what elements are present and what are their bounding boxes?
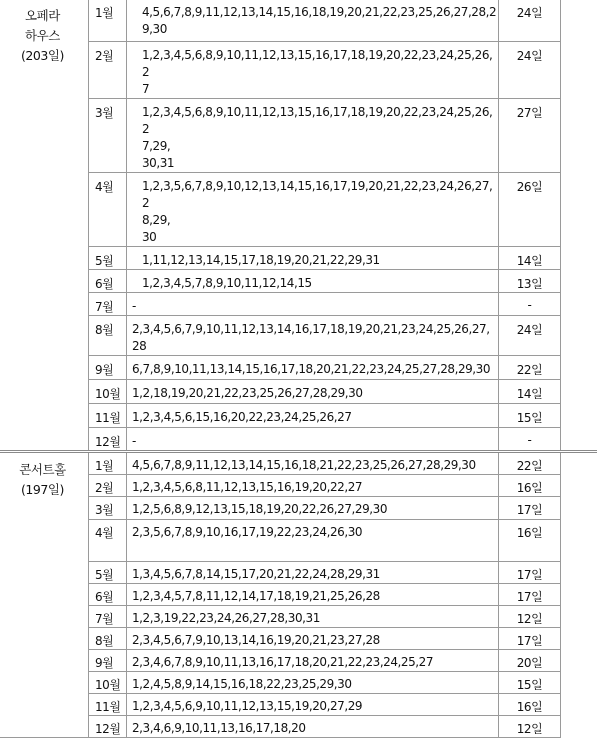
days-line: 1,2,3,4,5,6,15,16,20,22,23,24,25,26,27 xyxy=(132,410,352,424)
month-cell: 8월 xyxy=(89,316,127,356)
trailing-cell xyxy=(561,99,597,173)
days-cell xyxy=(127,99,499,173)
trailing-cell xyxy=(561,380,597,404)
days-line: 1,2,3,4,5,6,8,9,10,11,12,13,15,16,17,18,19,20,22,23,24,25,26,2 xyxy=(142,105,493,136)
day-count-cell: 17일 xyxy=(499,628,561,650)
days-line: 1,11,12,13,14,15,17,18,19,20,21,22,29,31 xyxy=(142,253,380,267)
days-cell xyxy=(127,628,499,650)
days-cell xyxy=(127,404,499,428)
trailing-cell xyxy=(561,270,597,293)
days-line: - xyxy=(132,299,136,313)
days-cell xyxy=(127,0,499,42)
month-cell: 5월 xyxy=(89,247,127,270)
trailing-cell xyxy=(561,606,597,628)
month-cell: 12월 xyxy=(89,716,127,738)
schedule-row xyxy=(0,0,597,42)
trailing-cell xyxy=(561,562,597,584)
day-count-cell: 15일 xyxy=(499,672,561,694)
days-cell xyxy=(127,173,499,247)
month-cell: 8월 xyxy=(89,628,127,650)
days-line: 1,2,3,4,5,6,8,11,12,13,15,16,19,20,22,27 xyxy=(132,480,363,494)
days-line: 1,2,3,4,5,7,8,9,10,11,12,14,15 xyxy=(142,276,312,290)
days-cell xyxy=(127,694,499,716)
days-cell xyxy=(127,356,499,380)
days-line: 2,3,4,5,6,7,9,10,11,12,13,14,16,17,18,19,20,21,23,24,25,26,27, xyxy=(132,322,490,336)
month-cell: 6월 xyxy=(89,270,127,293)
day-count-cell: 20일 xyxy=(499,650,561,672)
days-line: 1,2,3,19,22,23,24,26,27,28,30,31 xyxy=(132,611,320,625)
days-line: 1,2,3,4,5,6,9,10,11,12,13,15,19,20,27,29 xyxy=(132,699,363,713)
day-count-cell: 16일 xyxy=(499,694,561,716)
day-count-cell: 22일 xyxy=(499,356,561,380)
trailing-cell xyxy=(561,247,597,270)
day-count-cell: 15일 xyxy=(499,404,561,428)
days-cell xyxy=(127,428,499,452)
days-line: 7,29, xyxy=(142,139,171,153)
schedule-row xyxy=(0,173,597,247)
month-cell: 1월 xyxy=(89,0,127,42)
days-line: 30,31 xyxy=(142,156,175,170)
month-cell: 6월 xyxy=(89,584,127,606)
days-line: 8,29, xyxy=(142,213,171,227)
day-count-cell: 17일 xyxy=(499,562,561,584)
month-cell: 4월 xyxy=(89,173,127,247)
schedule-row xyxy=(0,428,597,452)
schedule-row xyxy=(0,270,597,293)
day-count-cell: 14일 xyxy=(499,380,561,404)
days-line: 9,30 xyxy=(142,22,167,36)
trailing-cell xyxy=(561,316,597,356)
venue-label-line: 콘서트홀 xyxy=(19,462,66,477)
day-count-cell: 24일 xyxy=(499,0,561,42)
trailing-cell xyxy=(561,694,597,716)
trailing-cell xyxy=(561,672,597,694)
month-cell: 2월 xyxy=(89,475,127,497)
month-cell: 5월 xyxy=(89,562,127,584)
day-count-cell: 14일 xyxy=(499,247,561,270)
venue-label-line: (197일) xyxy=(21,482,64,497)
schedule-row xyxy=(0,452,597,475)
schedule-row xyxy=(0,293,597,316)
month-cell: 3월 xyxy=(89,497,127,520)
schedule-row xyxy=(0,316,597,356)
venue-label-line: (203일) xyxy=(21,48,64,63)
trailing-cell xyxy=(561,497,597,520)
days-line: 1,2,3,4,5,6,8,9,10,11,12,13,15,16,17,18,19,20,22,23,24,25,26,2 xyxy=(142,48,493,79)
day-count-cell: 16일 xyxy=(499,475,561,497)
days-line: 2,3,4,5,6,7,9,10,13,14,16,19,20,21,23,27,28 xyxy=(132,633,380,647)
days-cell xyxy=(127,316,499,356)
days-cell xyxy=(127,42,499,99)
schedule-row xyxy=(0,562,597,584)
days-cell xyxy=(127,520,499,562)
month-cell: 4월 xyxy=(89,520,127,562)
month-cell: 10월 xyxy=(89,672,127,694)
trailing-cell xyxy=(561,0,597,42)
month-cell: 12월 xyxy=(89,428,127,452)
schedule-row xyxy=(0,672,597,694)
trailing-cell xyxy=(561,356,597,380)
day-count-cell: 13일 xyxy=(499,270,561,293)
days-line: 7 xyxy=(142,82,150,96)
days-line: 4,5,6,7,8,9,11,12,13,14,15,16,18,19,20,21,22,23,25,26,27,28,2 xyxy=(142,5,497,19)
days-cell xyxy=(127,270,499,293)
trailing-cell xyxy=(561,520,597,562)
venue-label-line: 하우스 xyxy=(25,28,60,43)
schedule-row xyxy=(0,520,597,562)
days-cell xyxy=(127,584,499,606)
trailing-cell xyxy=(561,428,597,452)
days-line: 1,3,4,5,6,7,8,14,15,17,20,21,22,24,28,29,31 xyxy=(132,567,380,581)
month-cell: 7월 xyxy=(89,293,127,316)
days-cell xyxy=(127,293,499,316)
month-cell: 1월 xyxy=(89,452,127,475)
days-cell xyxy=(127,562,499,584)
schedule-row xyxy=(0,404,597,428)
schedule-row xyxy=(0,584,597,606)
schedule-row xyxy=(0,475,597,497)
days-line: 1,2,4,5,8,9,14,15,16,18,22,23,25,29,30 xyxy=(132,677,352,691)
days-line: 1,2,5,6,8,9,12,13,15,18,19,20,22,26,27,29,30 xyxy=(132,502,388,516)
days-cell xyxy=(127,650,499,672)
days-line: 6,7,8,9,10,11,13,14,15,16,17,18,20,21,22,23,24,25,27,28,29,30 xyxy=(132,362,491,376)
days-line: 2,3,4,6,7,8,9,10,11,13,16,17,18,20,21,22,23,24,25,27 xyxy=(132,655,434,669)
schedule-row xyxy=(0,497,597,520)
days-line: 4,5,6,7,8,9,11,12,13,14,15,16,18,21,22,23,25,26,27,28,29,30 xyxy=(132,458,476,472)
schedule-row xyxy=(0,650,597,672)
day-count-cell: 24일 xyxy=(499,42,561,99)
days-line: 2,3,5,6,7,8,9,10,16,17,19,22,23,24,26,30 xyxy=(132,525,363,539)
schedule-row xyxy=(0,99,597,173)
month-cell: 10월 xyxy=(89,380,127,404)
day-count-cell: 12일 xyxy=(499,606,561,628)
month-cell: 11월 xyxy=(89,694,127,716)
days-line: 1,2,3,4,5,7,8,11,12,14,17,18,19,21,25,26,28 xyxy=(132,589,380,603)
schedule-row xyxy=(0,356,597,380)
days-line: 2,3,4,6,9,10,11,13,16,17,18,20 xyxy=(132,721,306,735)
trailing-cell xyxy=(561,584,597,606)
days-cell xyxy=(127,497,499,520)
days-line: - xyxy=(132,434,136,448)
trailing-cell xyxy=(561,650,597,672)
month-cell: 3월 xyxy=(89,99,127,173)
venue-label-line: 오페라 xyxy=(25,8,60,23)
trailing-cell xyxy=(561,42,597,99)
schedule-row xyxy=(0,694,597,716)
schedule-row xyxy=(0,42,597,99)
day-count-cell: 24일 xyxy=(499,316,561,356)
days-cell xyxy=(127,606,499,628)
days-line: 1,2,3,5,6,7,8,9,10,12,13,14,15,16,17,19,20,21,22,23,24,26,27,2 xyxy=(142,179,493,210)
day-count-cell: 22일 xyxy=(499,452,561,475)
month-cell: 7월 xyxy=(89,606,127,628)
schedule-row xyxy=(0,247,597,270)
trailing-cell xyxy=(561,452,597,475)
schedule-row xyxy=(0,628,597,650)
trailing-cell xyxy=(561,628,597,650)
trailing-cell xyxy=(561,475,597,497)
month-cell: 9월 xyxy=(89,356,127,380)
schedule-row xyxy=(0,380,597,404)
days-cell xyxy=(127,247,499,270)
month-cell: 9월 xyxy=(89,650,127,672)
days-cell xyxy=(127,475,499,497)
days-line: 28 xyxy=(132,339,147,353)
trailing-cell xyxy=(561,173,597,247)
day-count-cell: 12일 xyxy=(499,716,561,738)
day-count-cell: - xyxy=(499,428,561,452)
day-count-cell: 26일 xyxy=(499,173,561,247)
day-count-cell: 27일 xyxy=(499,99,561,173)
days-cell xyxy=(127,452,499,475)
day-count-cell: - xyxy=(499,293,561,316)
trailing-cell xyxy=(561,293,597,316)
trailing-cell xyxy=(561,404,597,428)
schedule-row xyxy=(0,606,597,628)
days-cell xyxy=(127,672,499,694)
day-count-cell: 16일 xyxy=(499,520,561,562)
venue-cell xyxy=(0,452,89,738)
venue-cell xyxy=(0,0,89,452)
days-cell xyxy=(127,380,499,404)
day-count-cell: 17일 xyxy=(499,584,561,606)
days-cell xyxy=(127,716,499,738)
schedule-row xyxy=(0,716,597,738)
day-count-cell: 17일 xyxy=(499,497,561,520)
month-cell: 11월 xyxy=(89,404,127,428)
days-line: 1,2,18,19,20,21,22,23,25,26,27,28,29,30 xyxy=(132,386,363,400)
days-line: 30 xyxy=(142,230,157,244)
trailing-cell xyxy=(561,716,597,738)
month-cell: 2월 xyxy=(89,42,127,99)
